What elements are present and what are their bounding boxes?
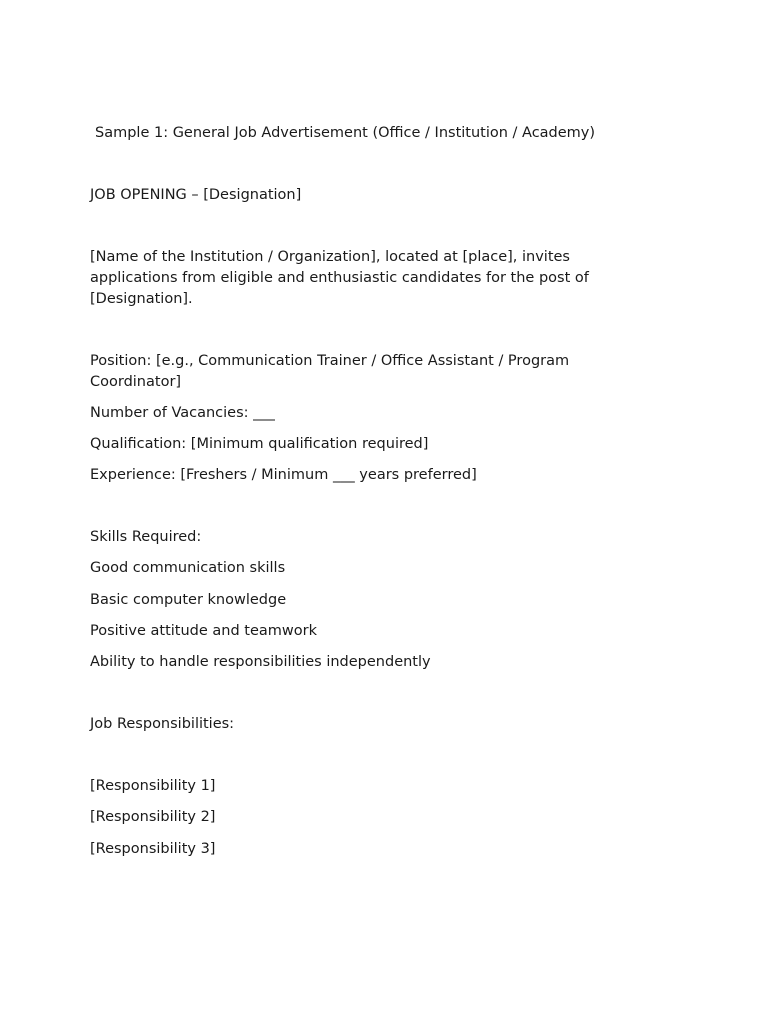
qualification-line: Qualification: [Minimum qualification required]: [90, 436, 429, 452]
position-line: Position: [e.g., Communication Trainer / Office Assistant / Program Coordinator]: [90, 353, 570, 390]
skill-item: Good communication skills: [90, 560, 286, 576]
intro-paragraph: [Name of the Institution / Organization], located at [place], invites applications from eligible and enthusiastic candidates for the post of [Designation].: [90, 249, 589, 307]
document-title: Sample 1: General Job Advertisement (Office / Institution / Academy): [95, 125, 596, 141]
skills-heading: Skills Required:: [90, 529, 202, 545]
responsibility-item: [Responsibility 1]: [90, 778, 216, 794]
responsibilities-heading: Job Responsibilities:: [90, 716, 235, 732]
vacancies-line: Number of Vacancies: ___: [90, 405, 275, 421]
job-heading: JOB OPENING – [Designation]: [90, 187, 302, 203]
skill-item: Positive attitude and teamwork: [90, 623, 317, 639]
skill-item: Ability to handle responsibilities independently: [90, 654, 431, 670]
skill-item: Basic computer knowledge: [90, 592, 287, 608]
responsibility-item: [Responsibility 3]: [90, 841, 216, 857]
experience-line: Experience: [Freshers / Minimum ___ years preferred]: [90, 467, 477, 483]
responsibility-item: [Responsibility 2]: [90, 809, 216, 825]
